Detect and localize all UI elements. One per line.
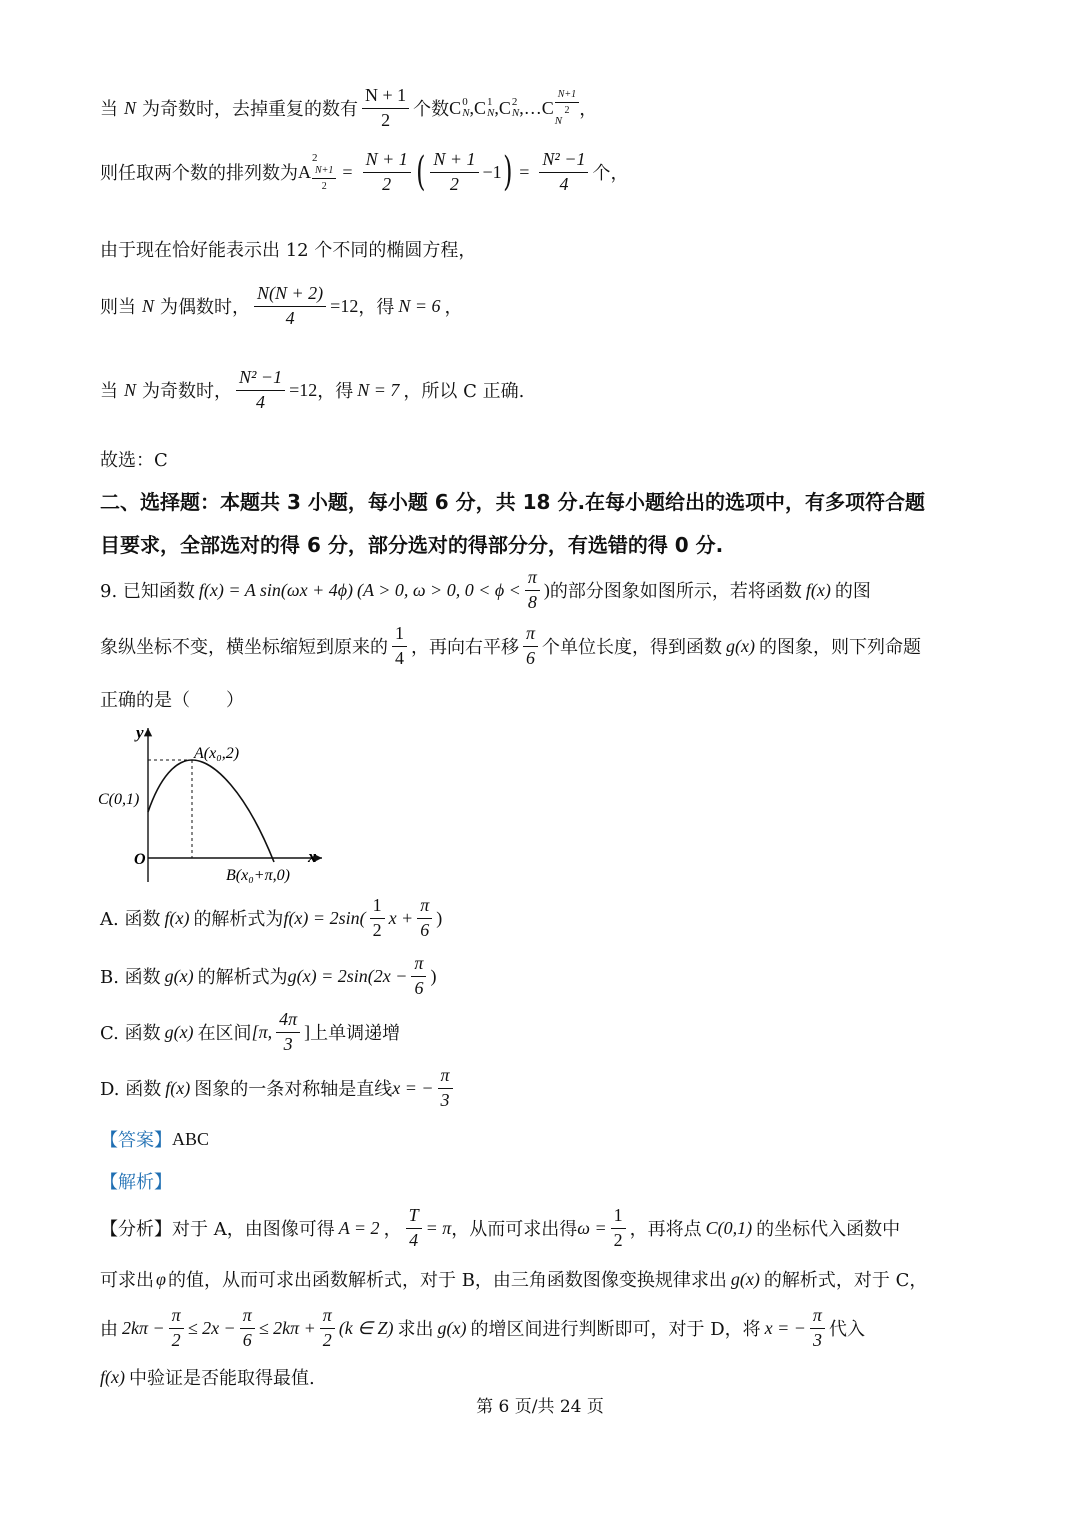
line-1: 当 N 为奇数时，去掉重复的数有 $\frac{N + 1}{2}$ 个数 C 0 N , C 1 N , C 2 N , … C $\frac{N+1}{2}$ N ，	[100, 85, 598, 130]
fraction: $\frac{N + 1}{2}$	[362, 86, 409, 131]
fraction: $\frac{\pi}{8}$	[525, 568, 540, 613]
section-heading-1: 二、选择题：本题共 3 小题，每小题 6 分，共 18 分.在每小题给出的选项中，有多项符合题	[100, 490, 926, 514]
section-heading-2: 目要求，全部选对的得 6 分，部分选对的得部分分，有选错的得 0 分.	[100, 533, 724, 557]
question-9-line-3: 正确的是（ ）	[100, 690, 244, 711]
x-axis-label: x	[308, 847, 317, 866]
line-2: 则任取两个数的排列数为 A 2 $\frac{N+1}{2}$ = $\frac{N + 1}{2}$ ( $\frac{N + 1}{2}$ −1 ) = $\frac{\text{N² −1}}{4}$ 个，	[100, 149, 629, 196]
line-5: 当 N 为奇数时， $\frac{\text{N² −1}}{4}$ =12 ，得 N = 7 ，所以 C 正确.	[100, 367, 525, 412]
point-b-label: B(x₀+π,0)	[226, 867, 290, 884]
question-9-line-2: 象纵坐标不变，横坐标缩短到原来的 $\frac{1}{4}$ ，再向右平移 $\frac{\pi}{6}$ 个单位长度，得到函数 g(x) 的图象，则下列命题	[100, 623, 922, 668]
fraction: $\frac{T}{4}$	[406, 1206, 422, 1251]
fraction: $\frac{N + 1}{2}$	[363, 150, 411, 195]
origin-label: O	[134, 851, 146, 868]
answer-label: 【答案】	[100, 1130, 172, 1151]
fraction: $\frac{1}{4}$	[392, 624, 407, 669]
option-b: B. 函数 g(x) 的解析式为 g(x) = 2sin(2x − $\frac{\pi}{6}$ )	[100, 953, 437, 998]
answer	[100, 1126, 209, 1152]
fraction: $\frac{\pi}{2}$	[320, 1306, 335, 1351]
question-9-line-1: 9. 已知函数 f(x) = A sin(ωx + 4ϕ) (A > 0, ω > 0, 0 < ϕ < $\frac{\pi}{8}$ ) 的部分图象如图所示，若将函数 f(x) 的图	[100, 567, 871, 612]
var-n: N	[124, 97, 137, 118]
point-c-label: C(0,1)	[98, 791, 140, 808]
fraction: $\frac{4\pi}{3}$	[276, 1010, 300, 1055]
option-c: C. 函数 g(x) 在区间 [π, $\frac{4\pi}{3}$ ] 上单调递增	[100, 1009, 401, 1054]
fraction: $\frac{\text{N² −1}}{4}$	[236, 368, 285, 413]
function-graph	[96, 722, 336, 892]
answer-value: ABC	[172, 1128, 210, 1149]
fraction: $\frac{\text{N² −1}}{4}$	[539, 150, 588, 195]
fraction: $\frac{1}{2}$	[611, 1206, 626, 1251]
line-6: 故选：C	[100, 450, 168, 471]
combination-list: C 0 N , C 1 N , C 2 N , … C $\frac{N+1}{2}$ N	[449, 89, 579, 128]
page-footer: 第 6 页/共 24 页	[476, 1397, 604, 1417]
sine-curve	[148, 760, 274, 862]
analysis-line-4: f(x) 中验证是否能取得最值.	[100, 1366, 315, 1389]
analysis-line-2: 可求出 φ 的值，从而可求出函数解析式，对于 B，由三角函数图像变换规律求出 g(x) 的解析式，对于 C，	[100, 1268, 928, 1291]
option-d: D. 函数 f(x) 图象的一条对称轴是直线 x = − $\frac{\pi}{3}$	[100, 1066, 457, 1111]
analysis-label: 【解析】	[100, 1172, 172, 1193]
fraction: $\frac{\pi}{3}$	[810, 1306, 825, 1351]
fraction: $\frac{N + 1}{2}$	[430, 150, 478, 195]
fraction: $\frac{N(N + 2)}{4}$	[254, 284, 326, 329]
point-a-label: A(x₀,2)	[194, 745, 240, 762]
fraction: $\frac{\pi}{6}$	[240, 1306, 255, 1351]
y-axis-label: y	[136, 723, 144, 742]
fraction: $\frac{\pi}{6}$	[411, 954, 426, 999]
fraction: $\frac{\pi}{6}$	[523, 624, 538, 669]
line-4: 则当 N 为偶数时， $\frac{N(N + 2)}{4}$ =12 ，得 N = 6 ，	[100, 283, 463, 328]
option-a: A. 函数 f(x) 的解析式为 f(x) = 2sin( $\frac{1}{2}$ x + $\frac{\pi}{6}$ )	[100, 895, 443, 940]
fraction: $\frac{\pi}{6}$	[417, 896, 432, 941]
fraction: $\frac{1}{2}$	[370, 896, 385, 941]
analysis-line-1: 【分析】对于 A，由图像可得 A = 2 ， $\frac{T}{4}$ = π ，从而可求出得 ω = $\frac{1}{2}$ ，再将点 C(0,1) 的坐标代入函数中	[100, 1205, 901, 1250]
permutation-symbol: A 2 $\frac{N+1}{2}$	[298, 153, 336, 192]
fraction: $\frac{\pi}{3}$	[438, 1066, 453, 1111]
analysis-line-3: 由 2kπ − $\frac{\pi}{2}$ ≤ 2x − $\frac{\pi}{6}$ ≤ 2kπ + $\frac{\pi}{2}$ (k ∈ Z) 求出 g(x) 的增区间进行判断即可，对于 D，将 x = − $\frac{\pi}{3}$ 代入	[100, 1305, 865, 1350]
line-3: 由于现在恰好能表示出 12 个不同的椭圆方程，	[100, 240, 477, 261]
fraction: $\frac{\pi}{2}$	[169, 1306, 184, 1351]
